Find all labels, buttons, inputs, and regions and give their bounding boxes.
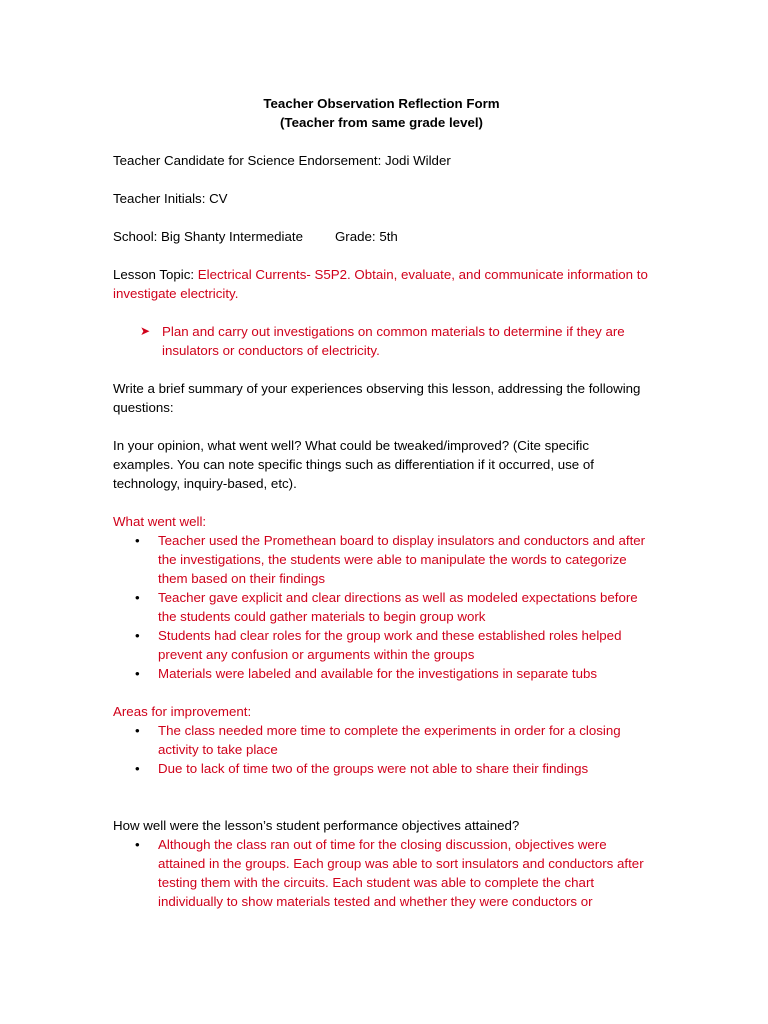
title-line-1: Teacher Observation Reflection Form bbox=[263, 96, 500, 111]
improvement-list bbox=[113, 721, 653, 778]
grade-level: Grade: 5th bbox=[334, 229, 398, 244]
document-page bbox=[113, 94, 653, 911]
list-item: • Teacher gave explicit and clear directions as well as modeled expectations before the students could gather materials to begin group work bbox=[135, 590, 638, 624]
title-line-2: (Teacher from same grade level) bbox=[280, 115, 483, 130]
bullet-icon: • bbox=[135, 533, 140, 548]
bullet-icon: • bbox=[135, 761, 140, 776]
bullet-icon: • bbox=[135, 590, 140, 605]
standard-text: Plan and carry out investigations on common materials to determine if they are insulators or conductors of electricity. bbox=[162, 324, 625, 358]
list-item: • Due to lack of time two of the groups were not able to share their findings bbox=[135, 761, 589, 776]
standard-item bbox=[113, 322, 653, 360]
list-item: • Materials were labeled and available for the investigations in separate tubs bbox=[135, 666, 598, 681]
bullet-icon: • bbox=[135, 628, 140, 643]
lesson-topic-text: Electrical Currents- S5P2. Obtain, evaluate, and communicate information to investigate electricity. bbox=[113, 267, 648, 301]
lesson-topic bbox=[113, 265, 653, 303]
objectives-list bbox=[113, 835, 653, 911]
list-item: • The class needed more time to complete the experiments in order for a closing activity to take place bbox=[135, 723, 621, 757]
improvement-heading: Areas for improvement: bbox=[113, 704, 252, 719]
list-item: • Students had clear roles for the group work and these established roles helped prevent any confusion or arguments within the groups bbox=[135, 628, 622, 662]
candidate-line: Teacher Candidate for Science Endorsement: Jodi Wilder bbox=[113, 153, 451, 168]
went-well-heading: What went well: bbox=[113, 514, 207, 529]
form-title bbox=[110, 94, 653, 132]
bullet-icon: • bbox=[135, 723, 140, 738]
opinion-prompt: In your opinion, what went well? What could be tweaked/improved? (Cite specific examples. You can note specific things such as differentiation if it occurred, use of technology, inquiry-based, etc). bbox=[113, 438, 594, 491]
summary-prompt: Write a brief summary of your experiences observing this lesson, addressing the following questions: bbox=[113, 381, 641, 415]
list-item: • Although the class ran out of time for the closing discussion, objectives were attained in the groups. Each group was able to sort insulators and conductors after testing them with the circuits. Each student was able to complete the chart individually to show materials tested and whether they were conductors or bbox=[135, 837, 644, 909]
went-well-list bbox=[113, 531, 653, 683]
school-name: School: Big Shanty Intermediate bbox=[113, 229, 303, 244]
list-item: • Teacher used the Promethean board to display insulators and conductors and after the investigations, the students were able to manipulate the words to categorize them based on their findings bbox=[135, 533, 646, 586]
bullet-icon: • bbox=[135, 837, 140, 852]
lesson-topic-label: Lesson Topic: bbox=[113, 267, 198, 282]
objectives-question: How well were the lesson’s student performance objectives attained? bbox=[113, 818, 520, 833]
bullet-icon: • bbox=[135, 666, 140, 681]
initials-line: Teacher Initials: CV bbox=[113, 191, 228, 206]
arrow-bullet-icon: ➤ bbox=[140, 324, 151, 338]
school-line bbox=[113, 227, 653, 246]
